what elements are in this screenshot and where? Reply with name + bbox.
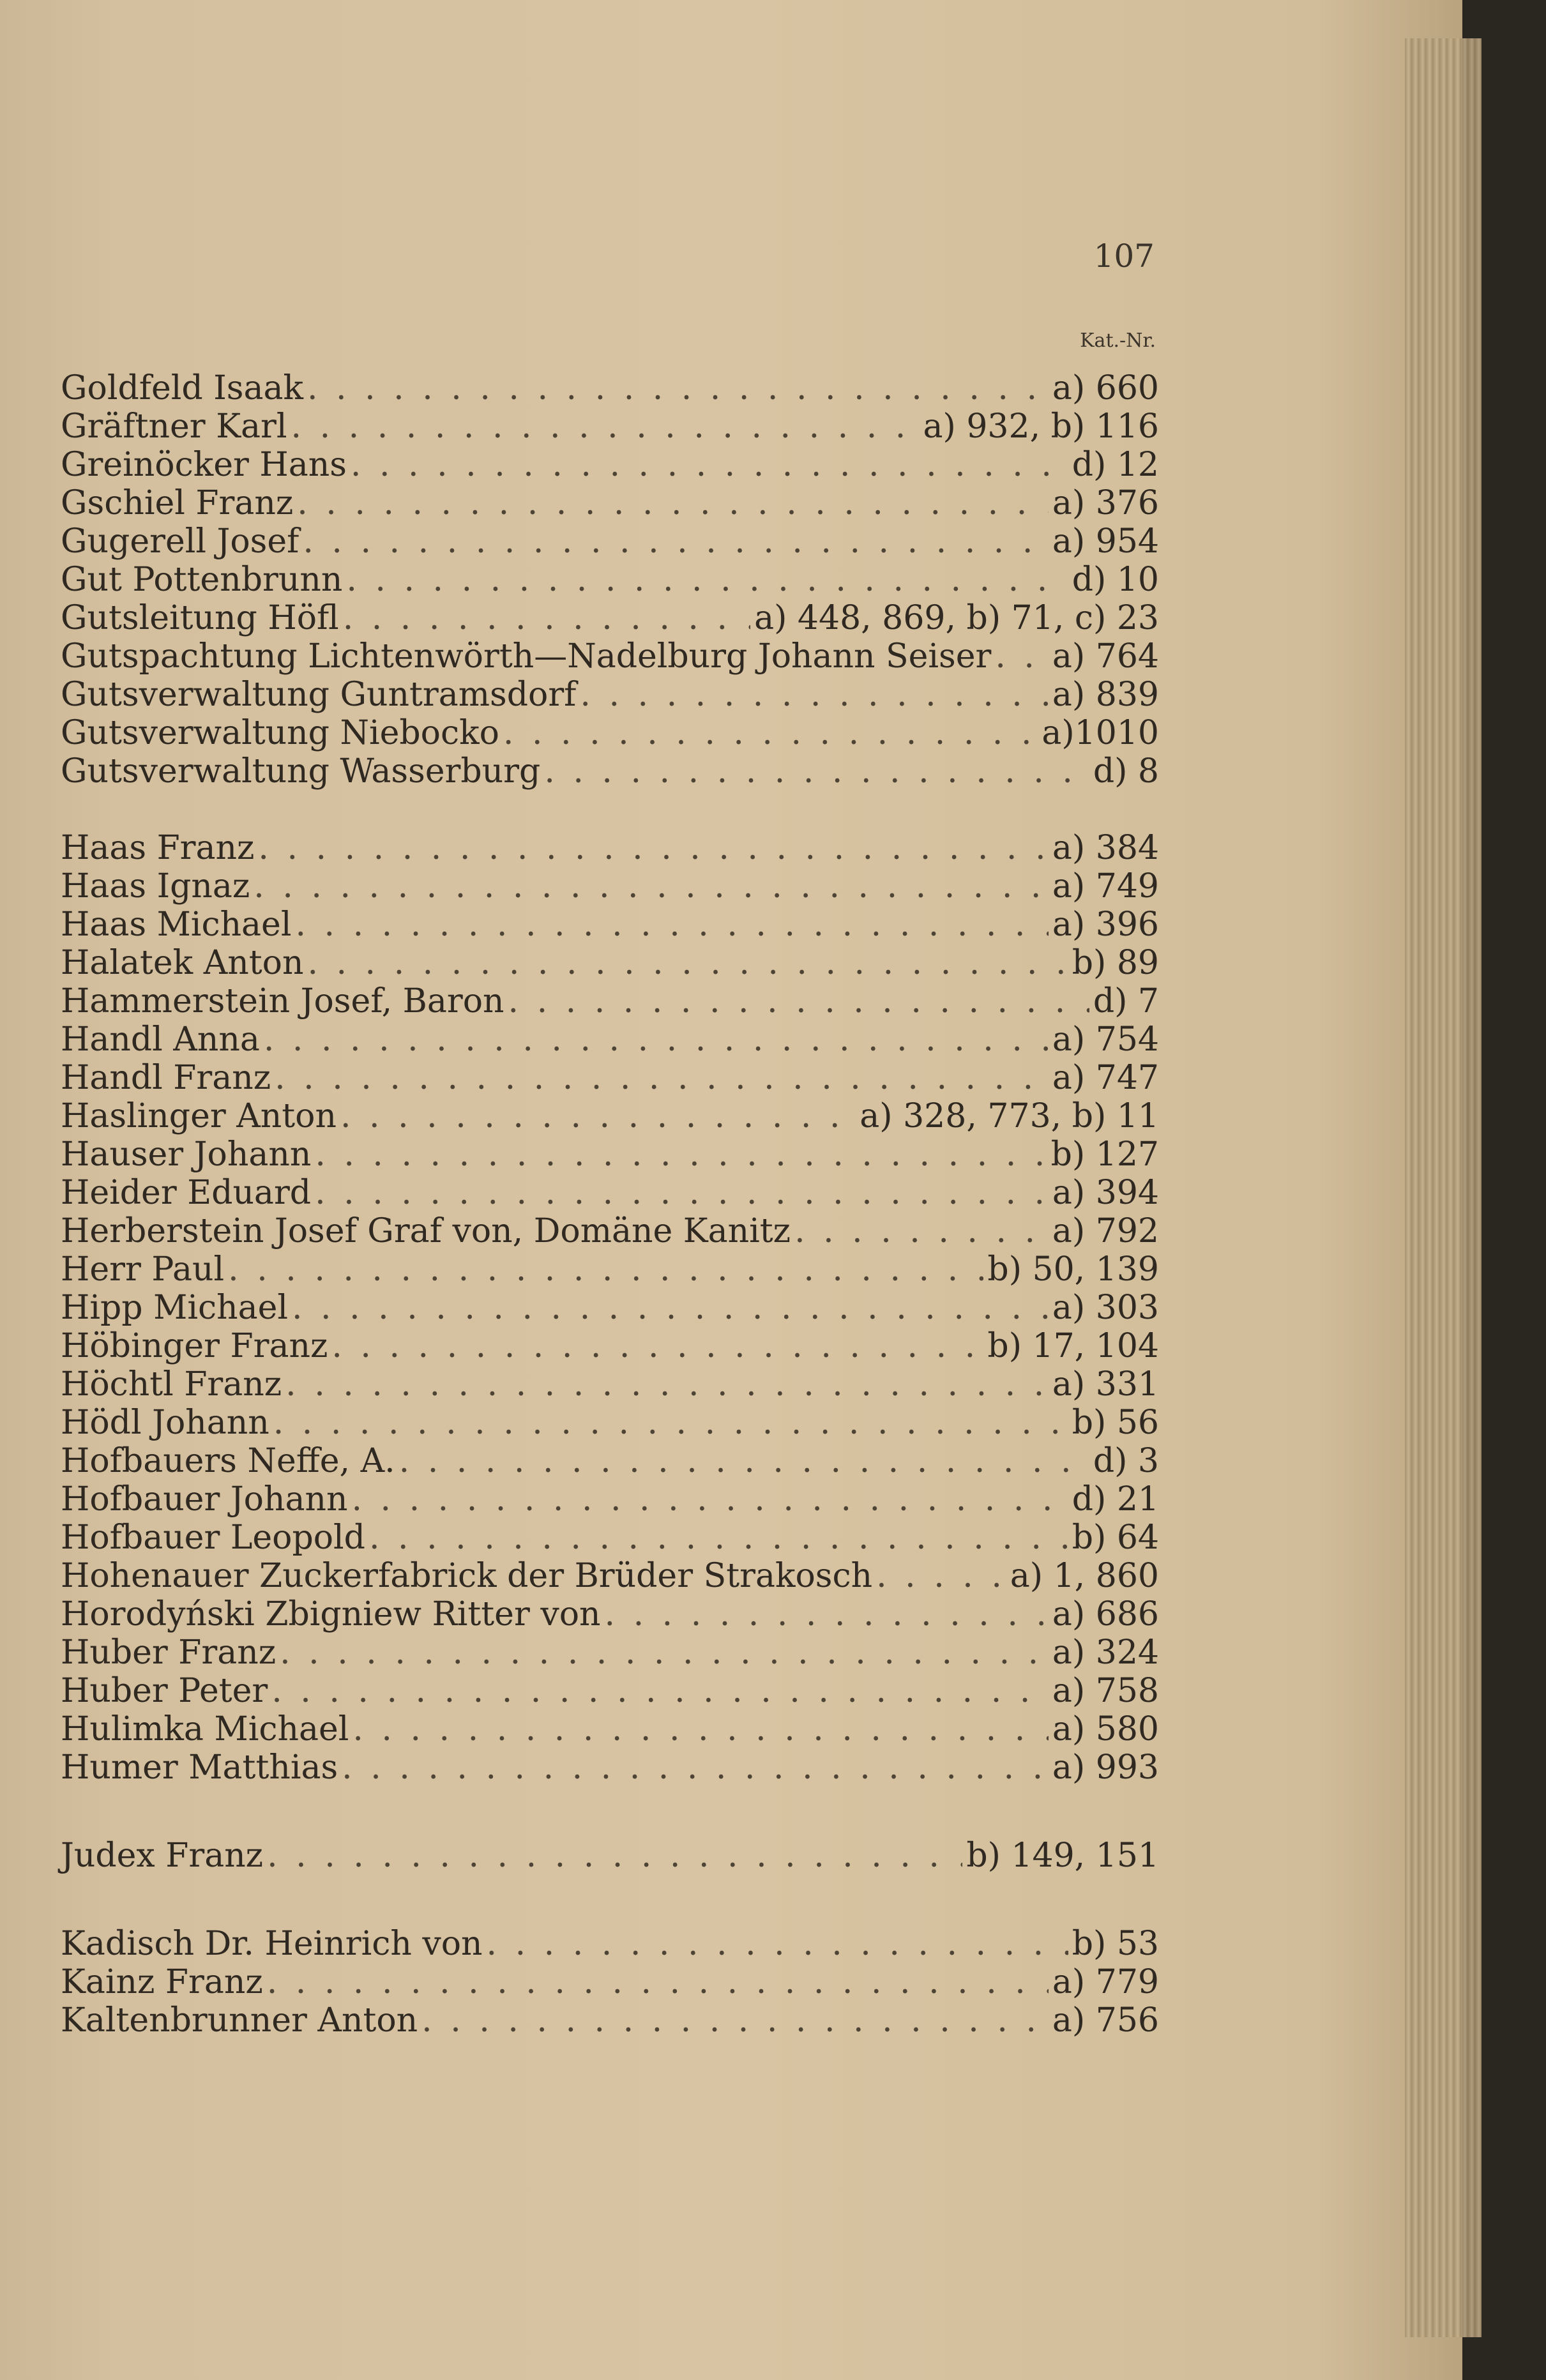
entry-name: Kainz Franz	[61, 1963, 263, 2001]
entry-catalog-number: a) 324	[1052, 1633, 1159, 1672]
entry-catalog-number: a) 749	[1052, 867, 1159, 906]
entry-name: Huber Franz	[61, 1633, 277, 1672]
dot-leader	[258, 829, 1049, 867]
entry-name: Hammerstein Josef, Baron	[61, 982, 504, 1020]
entry-name: Humer Matthias	[61, 1748, 338, 1787]
entry-catalog-number: d) 10	[1072, 561, 1159, 599]
dot-leader	[307, 944, 1068, 982]
entry-catalog-number: a)1010	[1042, 714, 1159, 752]
entry-name: Gutspachtung Lichtenwörth—Nadelburg Johann Seiser	[61, 637, 992, 676]
index-entry	[61, 906, 1159, 944]
entry-catalog-number: b) 50, 139	[987, 1250, 1159, 1289]
index-entry	[61, 1925, 1159, 1963]
dot-leader	[285, 1365, 1049, 1404]
entry-name: Gutsverwaltung Niebocko	[61, 714, 499, 752]
dot-leader	[794, 1212, 1049, 1250]
entry-catalog-number: a) 384	[1052, 829, 1159, 867]
column-header: Kat.-Nr.	[1080, 330, 1156, 352]
entry-name: Gräftner Karl	[61, 407, 287, 446]
dot-leader	[280, 1633, 1049, 1672]
dot-leader	[351, 446, 1068, 484]
entry-catalog-number: b) 56	[1072, 1404, 1159, 1442]
dot-leader	[342, 1748, 1049, 1787]
dot-leader	[295, 906, 1048, 944]
index-entry	[61, 1595, 1159, 1633]
entry-name: Gutsverwaltung Wasserburg	[61, 752, 541, 791]
entry-name: Gut Pottenbrunn	[61, 561, 343, 599]
index-entry	[61, 1174, 1159, 1212]
entry-catalog-number: d) 12	[1072, 446, 1159, 484]
entry-name: Hödl Johann	[61, 1404, 269, 1442]
entry-name: Herberstein Josef Graf von, Domäne Kanitz	[61, 1212, 791, 1250]
entry-catalog-number: b) 64	[1072, 1519, 1159, 1557]
index-entry	[61, 867, 1159, 906]
entry-catalog-number: a) 1, 860	[1010, 1557, 1159, 1595]
dot-leader	[267, 1837, 962, 1875]
dot-leader	[297, 484, 1049, 522]
entry-catalog-number: a) 303	[1052, 1289, 1159, 1327]
dot-leader	[995, 637, 1049, 676]
entry-name: Herr Paul	[61, 1250, 225, 1289]
index-entry	[61, 599, 1159, 637]
entry-catalog-number: a) 932, b) 116	[923, 407, 1159, 446]
index-entry	[61, 1748, 1159, 1787]
entry-name: Kadisch Dr. Heinrich von	[61, 1925, 483, 1963]
dot-leader	[346, 561, 1068, 599]
entry-name: Hauser Johann	[61, 1135, 312, 1174]
entry-catalog-number: a) 764	[1052, 637, 1159, 676]
page-edge	[1405, 38, 1482, 2337]
entry-catalog-number: a) 394	[1052, 1174, 1159, 1212]
entry-name: Hofbauer Leopold	[61, 1519, 365, 1557]
entry-catalog-number: a) 747	[1052, 1059, 1159, 1097]
dot-leader	[267, 1963, 1049, 2001]
entry-name: Handl Anna	[61, 1020, 260, 1059]
index-entry	[61, 407, 1159, 446]
dot-leader	[487, 1925, 1068, 1963]
index-entry	[61, 1135, 1159, 1174]
entry-name: Haas Michael	[61, 906, 292, 944]
index-entry	[61, 752, 1159, 791]
entry-catalog-number: d) 21	[1072, 1480, 1159, 1519]
index-entry	[61, 369, 1159, 407]
entry-catalog-number: b) 17, 104	[987, 1327, 1159, 1365]
dot-leader	[399, 1442, 1089, 1480]
dot-leader	[508, 982, 1089, 1020]
dot-leader	[580, 676, 1049, 714]
index-entry	[61, 829, 1159, 867]
index-entry	[61, 1289, 1159, 1327]
index-entry	[61, 446, 1159, 484]
entry-catalog-number: a) 758	[1052, 1672, 1159, 1710]
entry-catalog-number: a) 839	[1052, 676, 1159, 714]
index-entry	[61, 1097, 1159, 1135]
entry-catalog-number: a) 396	[1052, 906, 1159, 944]
index-entry	[61, 1020, 1159, 1059]
index-entry	[61, 944, 1159, 982]
entry-name: Horodyński Zbigniew Ritter von	[61, 1595, 601, 1633]
index-entry	[61, 1963, 1159, 2001]
dot-leader	[315, 1135, 1047, 1174]
dot-leader	[352, 1710, 1049, 1748]
entry-catalog-number: a) 660	[1052, 369, 1159, 407]
index-entry	[61, 1442, 1159, 1480]
entry-name: Huber Peter	[61, 1672, 268, 1710]
entry-name: Höchtl Franz	[61, 1365, 282, 1404]
entry-name: Haas Franz	[61, 829, 255, 867]
entry-catalog-number: d) 7	[1093, 982, 1159, 1020]
entry-name: Hipp Michael	[61, 1289, 288, 1327]
dot-leader	[303, 522, 1049, 561]
entry-name: Hofbauers Neffe, A.	[61, 1442, 395, 1480]
dot-leader	[292, 1289, 1049, 1327]
entry-catalog-number: a) 754	[1052, 1020, 1159, 1059]
index-entry	[61, 1327, 1159, 1365]
entry-catalog-number: b) 149, 151	[966, 1837, 1159, 1875]
entry-name: Gutsverwaltung Guntramsdorf	[61, 676, 577, 714]
dot-leader	[544, 752, 1089, 791]
dot-leader	[340, 1097, 856, 1135]
entry-catalog-number: a) 756	[1052, 2001, 1159, 2040]
entry-name: Goldfeld Isaak	[61, 369, 303, 407]
entry-name: Hofbauer Johann	[61, 1480, 348, 1519]
entry-name: Hulimka Michael	[61, 1710, 349, 1748]
index-entry	[61, 1250, 1159, 1289]
entry-name: Gutsleitung Höfl	[61, 599, 339, 637]
index-entry	[61, 1557, 1159, 1595]
entry-name: Höbinger Franz	[61, 1327, 328, 1365]
entry-name: Halatek Anton	[61, 944, 304, 982]
dot-leader	[254, 867, 1049, 906]
dot-leader	[605, 1595, 1049, 1633]
index-entry	[61, 561, 1159, 599]
dot-leader	[271, 1672, 1049, 1710]
dot-leader	[876, 1557, 1006, 1595]
entry-name: Haslinger Anton	[61, 1097, 337, 1135]
index-entry	[61, 982, 1159, 1020]
dot-leader	[291, 407, 920, 446]
entry-name: Haas Ignaz	[61, 867, 250, 906]
dot-leader	[369, 1519, 1068, 1557]
index-entry	[61, 1365, 1159, 1404]
entry-catalog-number: a) 686	[1052, 1595, 1159, 1633]
index-entry	[61, 1404, 1159, 1442]
page-number: 107	[1093, 238, 1155, 275]
entry-catalog-number: a) 376	[1052, 484, 1159, 522]
entry-name: Gugerell Josef	[61, 522, 299, 561]
index-entry	[61, 1837, 1159, 1875]
index-entry	[61, 522, 1159, 561]
index-entry	[61, 1519, 1159, 1557]
index-entry	[61, 1059, 1159, 1097]
dot-leader	[307, 369, 1049, 407]
entry-catalog-number: a) 792	[1052, 1212, 1159, 1250]
entry-name: Gschiel Franz	[61, 484, 294, 522]
entry-catalog-number: b) 53	[1072, 1925, 1159, 1963]
entry-catalog-number: b) 89	[1072, 944, 1159, 982]
index-entry	[61, 1710, 1159, 1748]
dot-leader	[273, 1404, 1068, 1442]
entry-catalog-number: b) 127	[1050, 1135, 1159, 1174]
index-entry	[61, 676, 1159, 714]
index-entry	[61, 1480, 1159, 1519]
entry-catalog-number: a) 993	[1052, 1748, 1159, 1787]
index-entry	[61, 1633, 1159, 1672]
dot-leader	[228, 1250, 983, 1289]
entry-catalog-number: d) 8	[1093, 752, 1159, 791]
dot-leader	[315, 1174, 1049, 1212]
dot-leader	[264, 1020, 1049, 1059]
index-entry	[61, 2001, 1159, 2040]
dot-leader	[503, 714, 1038, 752]
entry-name: Greinöcker Hans	[61, 446, 347, 484]
index-entry	[61, 1672, 1159, 1710]
index-entry	[61, 637, 1159, 676]
dot-leader	[351, 1480, 1068, 1519]
entry-catalog-number: a) 779	[1052, 1963, 1159, 2001]
entry-catalog-number: a) 580	[1052, 1710, 1159, 1748]
dot-leader	[343, 599, 750, 637]
dot-leader	[331, 1327, 983, 1365]
index-entry	[61, 484, 1159, 522]
entry-catalog-number: a) 328, 773, b) 11	[860, 1097, 1159, 1135]
entry-catalog-number: a) 448, 869, b) 71, c) 23	[754, 599, 1159, 637]
entry-name: Kaltenbrunner Anton	[61, 2001, 418, 2040]
index-entry	[61, 1212, 1159, 1250]
entry-catalog-number: a) 954	[1052, 522, 1159, 561]
dot-leader	[275, 1059, 1049, 1097]
entry-name: Judex Franz	[61, 1837, 264, 1875]
entry-name: Heider Eduard	[61, 1174, 312, 1212]
entry-catalog-number: d) 3	[1093, 1442, 1159, 1480]
index-entry	[61, 714, 1159, 752]
entry-name: Handl Franz	[61, 1059, 271, 1097]
dot-leader	[421, 2001, 1049, 2040]
entry-catalog-number: a) 331	[1052, 1365, 1159, 1404]
entry-name: Hohenauer Zuckerfabrick der Brüder Strakosch	[61, 1557, 873, 1595]
